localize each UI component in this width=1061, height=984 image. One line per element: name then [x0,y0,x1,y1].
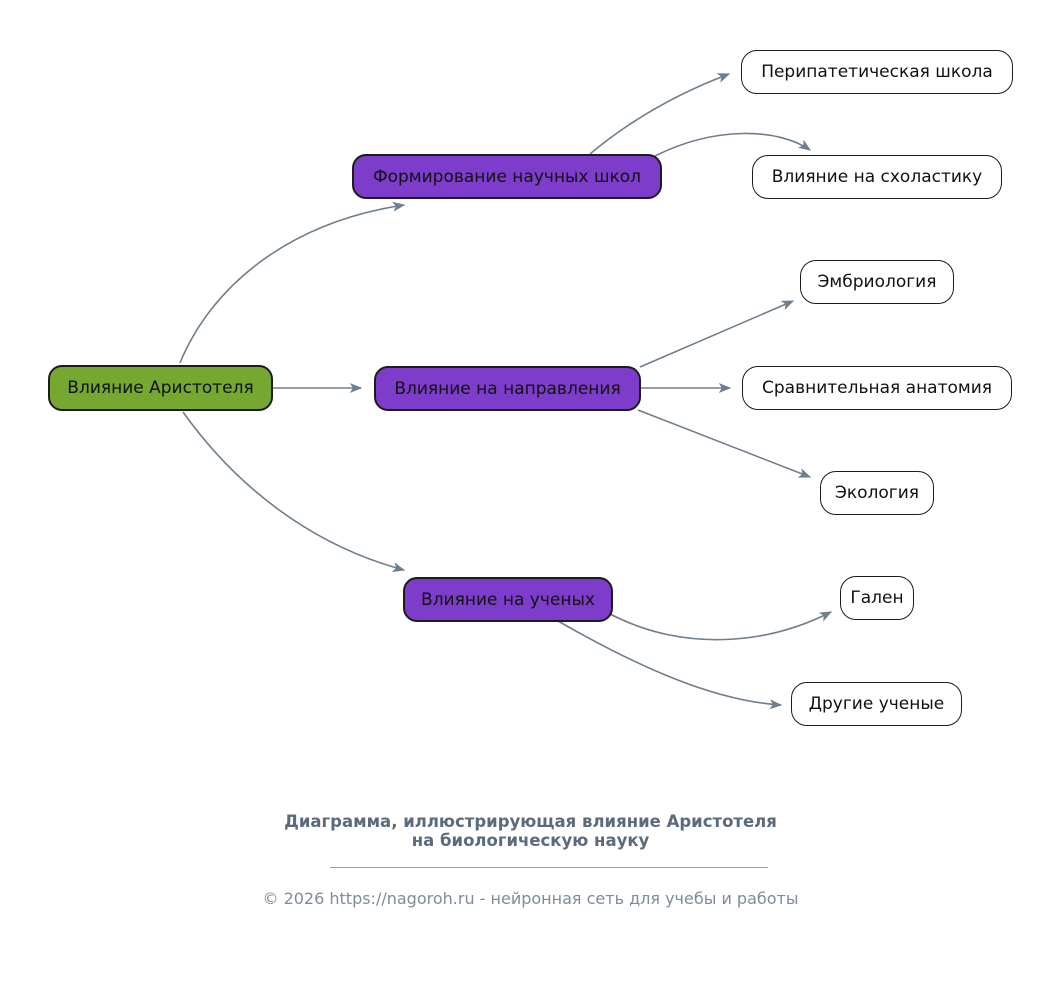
edge-branch1-to-leaf1 [590,74,729,154]
node-leaf-label: Эмбриология [817,272,937,292]
node-leaf-embryology [800,260,954,304]
node-root-label: Влияние Аристотеля [67,378,254,398]
edge-root-to-branch3 [183,412,404,570]
node-branch-directions [374,366,641,411]
edge-branch1-to-leaf2 [655,133,810,156]
node-leaf-label: Перипатетическая школа [761,62,993,82]
node-branch-label: Формирование научных школ [372,166,642,187]
copyright-text: © 2026 https://nagoroh.ru - нейронная сеть для учебы и работы [262,889,799,908]
node-leaf-other-scientists [791,682,962,726]
edge-branch3-to-leaf7 [558,621,781,705]
node-root [48,365,273,411]
edge-branch2-to-leaf3 [640,301,793,367]
node-leaf-peripatetic-school [741,50,1013,94]
node-leaf-comparative-anatomy [742,366,1012,410]
diagram-caption [0,812,1061,850]
node-branch-scientists [403,577,613,622]
node-branch-label: Влияние на направления [394,378,621,399]
node-leaf-label: Экология [834,483,919,503]
edge-branch2-to-leaf5 [638,410,810,477]
node-branch-scientific-schools [352,154,662,199]
node-leaf-label: Сравнительная анатомия [761,378,993,398]
node-leaf-label: Влияние на схоластику [771,167,983,187]
edge-branch3-to-leaf6 [610,612,831,640]
node-leaf-ecology [820,471,934,515]
node-leaf-label: Другие ученые [808,694,945,714]
node-leaf-label: Гален [850,588,904,608]
node-leaf-scholasticism [752,155,1002,199]
caption-line-2: на биологическую науку [411,831,650,850]
edge-root-to-branch1 [180,205,404,363]
footer-divider [330,867,768,868]
node-branch-label: Влияние на ученых [421,589,595,610]
node-leaf-galen [840,576,914,620]
caption-line-1: Диаграмма, иллюстрирующая влияние Аристотеля [284,812,777,831]
